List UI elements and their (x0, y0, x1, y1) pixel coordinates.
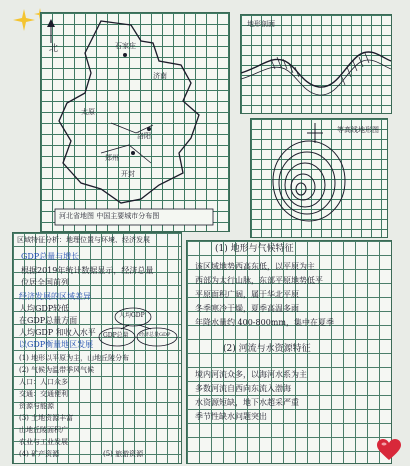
contour-label: 等高线地形图 (337, 126, 379, 134)
note-line: 以GDP衡量地区发展 (19, 340, 94, 349)
note-line: 平原面积广阔，属于华北平原 (195, 290, 299, 299)
north-label: 北 (49, 44, 59, 54)
contour-panel (250, 118, 388, 238)
notes-heading: 区域特征分析：地理位置与环境、经济发展 (17, 236, 150, 244)
note-line: (4) 矿产资源 (19, 450, 60, 458)
note-line: 年降水量约 400-800mm，集中在夏季 (195, 318, 334, 327)
bubble-label: GDP总量 (103, 332, 129, 339)
bubble-label: 经济总量GDP (139, 332, 171, 338)
note-line: 人均GDP 和收入水平 (19, 328, 96, 337)
note-line: 多数河流自西向东流入渤海 (195, 384, 291, 393)
note-line: 冬季寒冷干燥，夏季高温多雨 (195, 304, 299, 313)
contour-lines (251, 119, 387, 237)
note-line: (2) 气候为温带季风气候 (19, 366, 95, 374)
notes-left-page (12, 232, 182, 464)
notes-heading: (1) 地形与气候特征 (215, 244, 294, 254)
terrain-profile (241, 15, 391, 113)
city-label: 郑州 (105, 154, 119, 162)
note-line: 在GDP总量方面 (19, 316, 78, 325)
note-line: 位居全国前列 (21, 278, 69, 287)
note-line: 经济发展的区域差异 (19, 292, 91, 301)
note-line: 资源与能源 (19, 402, 54, 410)
note-line: 境内河流众多，以海河水系为主 (195, 370, 307, 379)
note-line: (1) 地形以平原为主，山地丘陵分布 (19, 354, 130, 362)
note-line: 根据2019年统计数据显示，经济总量 (21, 266, 154, 275)
note-line: 交通：交通便利 (19, 390, 68, 398)
note-line: (3) 土地资源丰富 (19, 414, 74, 422)
note-line: 农业与工业发展 (19, 438, 68, 446)
note-line: 人口：人口众多 (19, 378, 68, 386)
note-subheading: (2) 河流与水资源特征 (223, 344, 311, 354)
note-line: 西部为太行山脉，东部平原地势低平 (195, 276, 323, 285)
note-line: GDP总量与增长 (21, 252, 80, 261)
city-label: 太原 (81, 108, 95, 116)
note-line: 山地丘陵面积广 (19, 426, 68, 434)
notes-right-page (186, 240, 392, 464)
map-caption: 河北省地图 中国主要城市分布图 (59, 212, 160, 220)
heart-icon (376, 438, 402, 462)
note-line: 水资源短缺，地下水超采严重 (195, 398, 299, 407)
note-line: 该区域地势西高东低，以平原为主 (195, 262, 315, 271)
map-panel (40, 12, 230, 232)
city-label: 济南 (153, 72, 167, 80)
city-label: 石家庄 (115, 42, 136, 50)
note-line: 季节性缺水问题突出 (195, 412, 267, 421)
gdp-bubble-diagram (13, 233, 181, 463)
terrain-label: 地形剖面 (247, 20, 275, 28)
terrain-panel (240, 14, 392, 114)
note-line: 人均GDP较低 (19, 304, 70, 313)
note-line: (5) 旅游资源 (103, 450, 144, 458)
bubble-label: 人均GDP (119, 312, 145, 319)
city-label: 开封 (121, 170, 135, 178)
city-label: 洛阳 (137, 132, 151, 140)
